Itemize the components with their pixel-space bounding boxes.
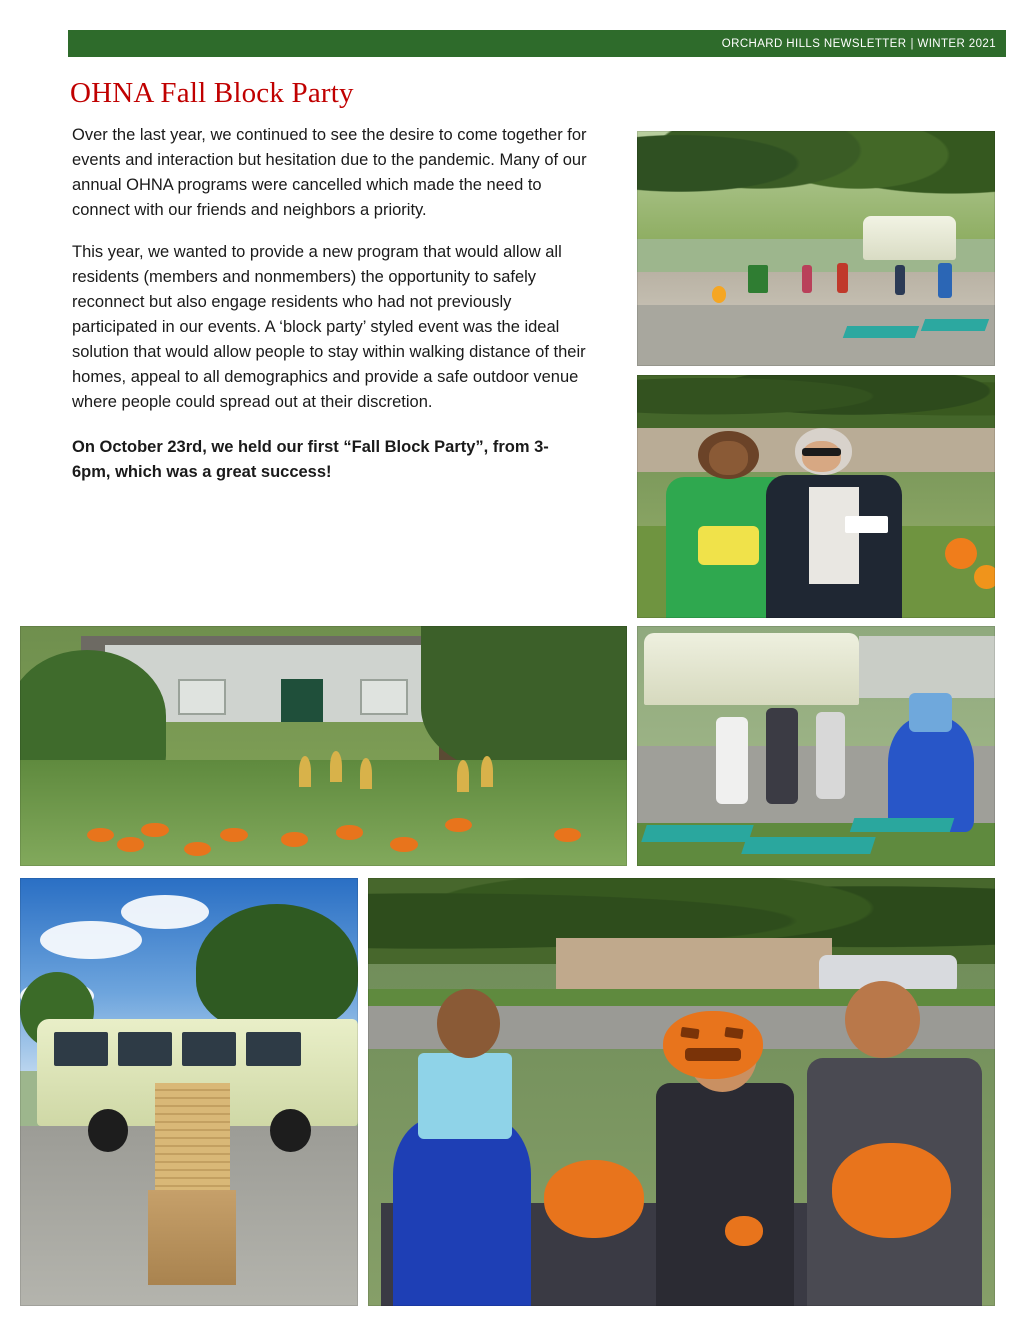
pumpkin-shape bbox=[336, 825, 363, 839]
newsletter-name: ORCHARD HILLS NEWSLETTER bbox=[721, 37, 907, 50]
corn-stalk-shape bbox=[360, 758, 372, 789]
green-trash-bin-shape bbox=[748, 265, 768, 293]
game-mat-shape bbox=[849, 818, 954, 832]
pumpkin-shape bbox=[544, 1160, 644, 1237]
cloud-shape bbox=[40, 921, 141, 960]
name-tag-shape bbox=[845, 516, 888, 533]
shirt-shape bbox=[809, 487, 859, 584]
article-highlight: On October 23rd, we held our first “Fall Block Party”, from 3-6pm, which was a great success! bbox=[72, 438, 549, 481]
photo-pumpkin-carving bbox=[368, 878, 995, 1306]
person-body-shape bbox=[656, 1083, 794, 1306]
pumpkin-shape bbox=[117, 837, 144, 851]
header-separator: | bbox=[910, 37, 914, 50]
balloon-shape bbox=[974, 565, 995, 589]
pumpkin-shape bbox=[390, 837, 417, 851]
corn-stalk-shape bbox=[330, 751, 342, 782]
bus-window-shape bbox=[54, 1032, 108, 1066]
road-shape bbox=[637, 305, 995, 366]
person-shape bbox=[716, 717, 748, 803]
sunglasses-shape bbox=[802, 448, 841, 457]
person-shape bbox=[837, 263, 848, 294]
photo-street-scene bbox=[637, 131, 995, 366]
tshirt-logo-shape bbox=[698, 526, 759, 565]
newsletter-issue: WINTER 2021 bbox=[917, 37, 996, 50]
pumpkin-shape bbox=[141, 823, 168, 837]
bus-window-shape bbox=[246, 1032, 300, 1066]
house-shape bbox=[859, 636, 995, 698]
person-head-shape bbox=[437, 989, 500, 1057]
carved-pumpkin-shape bbox=[663, 1011, 763, 1079]
wooden-stool-shape bbox=[148, 1190, 236, 1284]
pumpkin-shape bbox=[87, 828, 114, 842]
vintage-trailer-shape bbox=[644, 633, 859, 705]
jenga-tower-shape bbox=[155, 1083, 229, 1190]
article-paragraph-1: Over the last year, we continued to see the desire to come together for events and interaction but hesitation due to the pandemic. Many of our annual OHNA programs were cancelled which made the need to connect with our friends and neighbors a priority. bbox=[72, 126, 587, 219]
balloon-shape bbox=[712, 286, 726, 302]
mini-pumpkin-shape bbox=[725, 1216, 763, 1246]
girl-bodice-shape bbox=[418, 1053, 512, 1139]
bus-window-shape bbox=[182, 1032, 236, 1066]
pumpkin-eye-shape bbox=[724, 1027, 743, 1039]
person-head-shape bbox=[845, 981, 920, 1058]
bus-wheel-shape bbox=[270, 1109, 311, 1152]
grass-shape bbox=[20, 760, 627, 866]
game-mat-shape bbox=[742, 837, 876, 854]
article-text-column bbox=[72, 123, 595, 502]
photo-bus-jenga bbox=[20, 878, 358, 1306]
game-mat-shape bbox=[921, 319, 990, 331]
person-shape bbox=[895, 265, 906, 296]
pumpkin-shape bbox=[220, 828, 247, 842]
person-face-shape bbox=[709, 441, 748, 475]
corn-stalk-shape bbox=[457, 760, 469, 791]
article-paragraph-2: This year, we wanted to provide a new program that would allow all residents (members and nonmembers) the opportunity to safely reconnect but also engage residents who had not previously participated in our events. A ‘block party’ styled event was the ideal solution that would allow people to stay within walking distance of their homes, appeal to all demographics and provide a safe outdoor venue where people could spread out at their discretion. bbox=[72, 243, 586, 411]
bus-wheel-shape bbox=[88, 1109, 129, 1152]
door-shape bbox=[281, 679, 323, 722]
tree-canopy-shape bbox=[637, 375, 995, 428]
photo-kids-games bbox=[637, 626, 995, 866]
blue-dress-shape bbox=[888, 717, 974, 832]
dress-bodice-shape bbox=[909, 693, 952, 731]
newsletter-header-bar bbox=[68, 30, 1006, 57]
photo-pumpkins-lawn bbox=[20, 626, 627, 866]
pumpkin-shape bbox=[281, 832, 308, 846]
bus-window-shape bbox=[118, 1032, 172, 1066]
game-mat-shape bbox=[842, 326, 918, 338]
person-shape bbox=[816, 712, 845, 798]
tree-canopy-shape bbox=[421, 626, 627, 775]
girl-dress-shape bbox=[393, 1118, 531, 1306]
vintage-trailer-shape bbox=[863, 216, 956, 261]
person-shape bbox=[766, 708, 798, 804]
person-shape bbox=[802, 265, 813, 293]
pumpkin-shape bbox=[554, 828, 581, 842]
tree-canopy-shape bbox=[196, 904, 358, 1032]
photo-two-women bbox=[637, 375, 995, 618]
person-face-shape bbox=[802, 441, 841, 473]
game-mat-shape bbox=[641, 825, 754, 842]
person-shape bbox=[938, 263, 952, 298]
article-title: OHNA Fall Block Party bbox=[70, 77, 354, 109]
pumpkin-eye-shape bbox=[680, 1027, 699, 1039]
pumpkin-shape bbox=[832, 1143, 951, 1237]
window-shape bbox=[360, 679, 409, 715]
window-shape bbox=[178, 679, 227, 715]
pumpkin-mouth-shape bbox=[685, 1048, 741, 1060]
